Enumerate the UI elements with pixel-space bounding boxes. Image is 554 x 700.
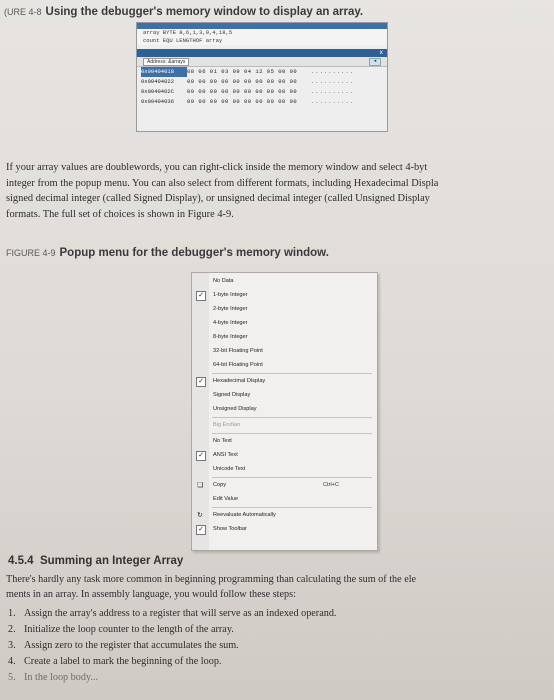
menu-item-signed-display[interactable] [192, 390, 377, 401]
step-text: Assign the array's address to a register that will serve as an indexed operand. [24, 608, 337, 619]
memory-ascii: .......... [311, 98, 355, 105]
menu-separator [212, 373, 372, 374]
memory-row [137, 87, 387, 97]
memory-window-screenshot [136, 22, 388, 132]
refresh-icon: ↻ [197, 511, 203, 519]
paragraph-line: If your array values are doublewords, you can right-click inside the memory window and select 4-byt [6, 162, 428, 173]
menu-item-shortcut: Ctrl+C [323, 482, 340, 488]
list-item [8, 670, 336, 686]
menu-item-unsigned-display[interactable] [192, 404, 377, 415]
figure-title: Using the debugger's memory window to display an array. [45, 6, 364, 18]
steps-list [8, 606, 336, 686]
menu-item-label: 64-bit Floating Point [213, 362, 263, 368]
step-text: Create a label to mark the beginning of the loop. [24, 656, 222, 667]
paragraph-line: integer from the popup menu. You can also select from different formats, including Hexadecimal Displa [6, 177, 439, 189]
list-item [8, 606, 336, 622]
memory-address: 0x00404018 [141, 67, 187, 77]
memory-bytes[interactable]: 08 06 01 03 09 04 12 05 00 00 [187, 68, 298, 75]
menu-item-show-toolbar[interactable] [192, 524, 377, 535]
menu-item-label: Big Endian [213, 422, 241, 428]
menu-item-8-byte-integer[interactable] [192, 332, 377, 343]
step-number: 3. [8, 640, 16, 651]
step-text: Assign zero to the register that accumulates the sum. [24, 640, 239, 651]
menu-separator [212, 417, 372, 418]
menu-item-label: Edit Value [213, 496, 239, 502]
menu-item-label: No Text [213, 438, 232, 444]
memory-address: 0x00404036 [141, 98, 175, 105]
menu-item-label: Unsigned Display [213, 406, 257, 412]
menu-separator [212, 477, 372, 478]
figure-number: FIGURE 4-9 [6, 248, 56, 258]
body-paragraph [6, 160, 554, 222]
menu-item-ansi-text[interactable] [192, 450, 377, 461]
memory-ascii: .......... [311, 68, 355, 75]
list-item [8, 638, 336, 654]
menu-item-no-text[interactable] [192, 436, 377, 447]
memory-window-titlebar [137, 49, 387, 57]
menu-item-reevaluate-automatically[interactable] [192, 510, 377, 521]
menu-item-label: Hexadecimal Display [213, 378, 266, 384]
memory-bytes[interactable]: 00 00 00 00 00 00 00 00 00 00 [187, 88, 298, 95]
menu-item-label: 8-byte Integer [213, 334, 248, 340]
menu-item-unicode-text[interactable] [192, 464, 377, 475]
menu-item-label: 1-byte Integer [213, 292, 248, 298]
address-field[interactable]: Address: &arrays [143, 58, 189, 66]
memory-row [137, 77, 387, 87]
memory-address: 0x00404022 [141, 78, 175, 85]
menu-item-no-data[interactable] [192, 276, 377, 287]
step-text: Initialize the loop counter to the length of the array. [24, 624, 234, 635]
menu-item-big-endian [192, 420, 377, 431]
menu-item-hexadecimal-display[interactable] [192, 376, 377, 387]
checkmark-icon: ✓ [196, 291, 206, 301]
menu-item-label: Signed Display [213, 392, 251, 398]
step-number: 5. [8, 672, 16, 683]
step-text: In the loop body... [24, 672, 99, 683]
menu-item-label: No Data [213, 278, 234, 284]
menu-separator [212, 433, 372, 434]
menu-item-64-bit-float[interactable] [192, 360, 377, 371]
memory-toolbar [137, 57, 387, 67]
figure-4-9-caption [6, 247, 329, 259]
menu-separator [212, 507, 372, 508]
memory-bytes[interactable]: 00 00 00 00 00 00 00 00 00 00 [187, 78, 298, 85]
figure-title: Popup menu for the debugger's memory window. [59, 247, 329, 259]
figure-4-8-caption [4, 6, 363, 18]
memory-ascii: .......... [311, 88, 355, 95]
paragraph-line: formats. The full set of choices is shown in Figure 4-9. [6, 208, 234, 220]
menu-item-copy[interactable] [192, 480, 377, 491]
memory-address: 0x0040402C [141, 88, 175, 95]
memory-ascii: .......... [311, 78, 355, 85]
code-line: array BYTE 8,6,1,3,9,4,18,5 [137, 29, 387, 37]
menu-item-label: Reevaluate Automatically [213, 512, 276, 518]
list-item [8, 622, 336, 638]
menu-item-4-byte-integer[interactable] [192, 318, 377, 329]
menu-item-label: 2-byte Integer [213, 306, 248, 312]
toolbar-refresh-icon[interactable]: ◂ [369, 58, 381, 66]
list-item [8, 654, 336, 670]
step-number: 4. [8, 656, 16, 667]
menu-item-label: Unicode Text [213, 466, 246, 472]
paragraph-line: ments in an array. In assembly language, you would follow these steps: [6, 589, 296, 600]
step-number: 2. [8, 624, 16, 635]
menu-item-label: ANSI Text [213, 452, 238, 458]
memory-row [137, 67, 387, 77]
menu-item-label: Copy [213, 482, 227, 488]
section-number: 4.5.4 [8, 555, 34, 567]
menu-item-2-byte-integer[interactable] [192, 304, 377, 315]
memory-bytes[interactable]: 00 00 00 00 00 00 00 00 00 00 [187, 98, 298, 105]
section-heading [8, 555, 183, 567]
popup-menu [191, 272, 378, 551]
menu-item-label: Show Toolbar [213, 526, 247, 532]
menu-item-1-byte-integer[interactable] [192, 290, 377, 301]
checkmark-icon: ✓ [196, 525, 206, 535]
code-line: count EQU LENGTHOF array [137, 37, 387, 45]
memory-row [137, 97, 387, 107]
paragraph-line: signed decimal integer (called Signed Display), or unsigned decimal integer (called Unsigned Display [6, 193, 430, 204]
step-number: 1. [8, 608, 16, 619]
section-title: Summing an Integer Array [39, 555, 184, 567]
menu-item-edit-value[interactable] [192, 494, 377, 505]
paragraph-line: There's hardly any task more common in beginning programming than calculating the sum of the ele [6, 574, 417, 585]
checkmark-icon: ✓ [196, 377, 206, 387]
figure-number: (URE 4-8 [4, 7, 42, 17]
checkmark-icon: ✓ [196, 451, 206, 461]
menu-item-label: 32-bit Floating Point [213, 348, 263, 354]
close-icon[interactable]: x [379, 49, 383, 56]
section-intro [6, 572, 416, 602]
menu-item-32-bit-float[interactable] [192, 346, 377, 357]
menu-item-label: 4-byte Integer [213, 320, 248, 326]
copy-icon: ❏ [197, 481, 204, 489]
